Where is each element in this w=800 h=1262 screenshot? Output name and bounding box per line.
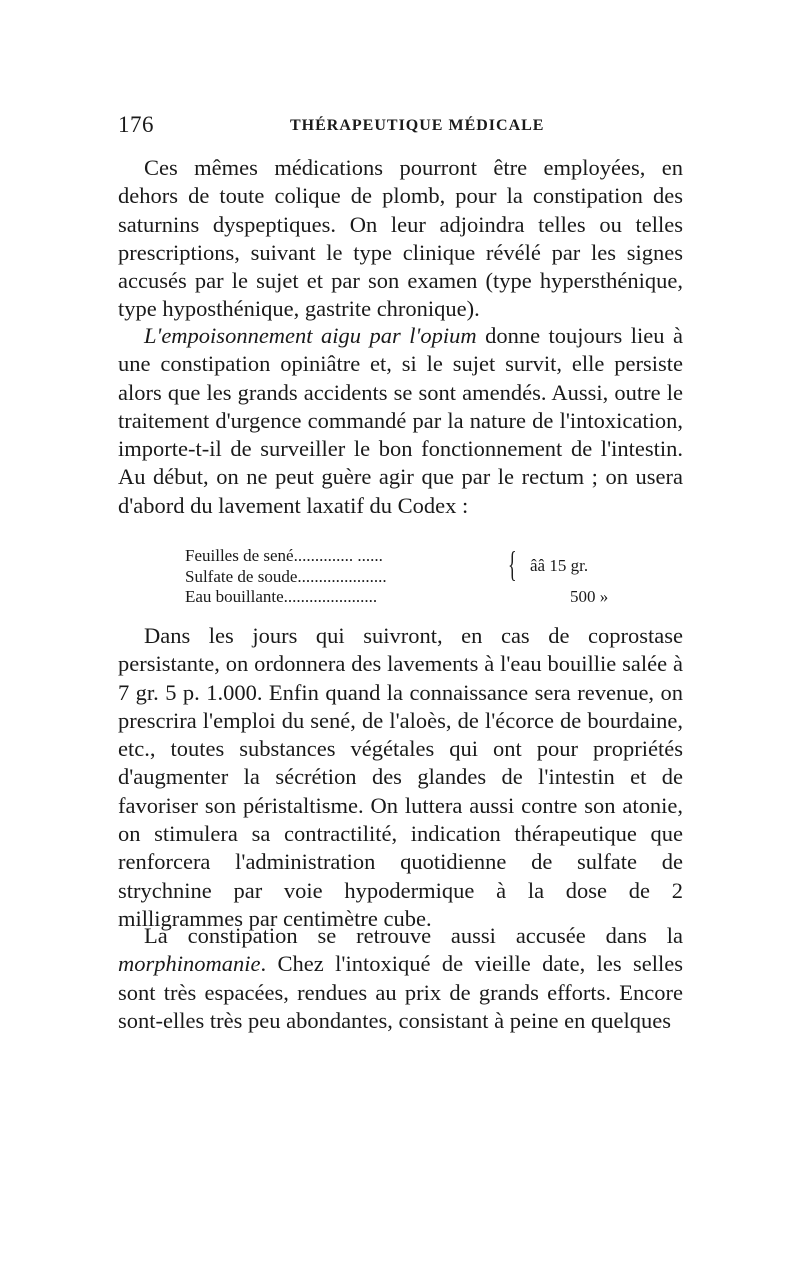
recipe-quantity: 500 » (570, 587, 609, 606)
page-number: 176 (118, 112, 154, 137)
paragraph-text: . Chez l'intoxiqué de vieille date, les selles sont très espacées, rendues au prix de grands efforts. Encore sont-elles très peu abondantes, consistant à peine en quelques (118, 951, 683, 1033)
running-head: THÉRAPEUTIQUE MÉDICALE (290, 117, 545, 134)
brace-glyph: { (508, 544, 517, 584)
recipe-ingredient: Eau bouillante...................... (185, 587, 378, 606)
paragraph-morphinomanie (118, 922, 683, 1035)
paragraph-text: La constipation se retrouve aussi accusée dans la (144, 923, 683, 948)
paragraph-text: donne toujours lieu à une constipation opiniâtre et, si le sujet survit, elle persiste alors que les grands accidents se sont amendés. Aussi, outre le traitement d'urgence commandé par la nature de l'intoxication, importe-t-il de surveiller le bon fonctionnement de l'intestin. Au début, on ne peut guère agir que par le rectum ; on usera d'abord du lavement laxatif du Codex : (118, 323, 683, 518)
italic-term-opium: L'empoisonnement aigu par l'opium (144, 323, 477, 348)
recipe-ingredient: Feuilles de sené.............. ...... (185, 546, 383, 565)
recipe-shared-quantity: ââ 15 gr. (530, 556, 589, 575)
lavement-recipe (185, 546, 655, 608)
paragraph-text: Ces mêmes médications pourront être employées, en dehors de toute colique de plomb, pour la constipation des saturnins dyspeptiques. On leur adjoindra telles ou telles prescriptions, suivant le type clinique révélé par les signes accusés par le sujet et par son examen (type hypersthénique, type hyposthénique, gastrite chronique). (118, 155, 683, 322)
paragraph-opium (118, 322, 683, 520)
paragraph-text: Dans les jours qui suivront, en cas de coprostase persistante, on ordonnera des lavements à l'eau bouillie salée à 7 gr. 5 p. 1.000. Enfin quand la connaissance sera revenue, on prescrira l'emploi du sené, de l'aloès, de l'écorce de bourdaine, etc., toutes substances végétales qui ont pour propriétés d'augmenter la sécrétion des glandes de l'intestin et de favoriser son péristaltisme. On luttera aussi contre son atonie, on stimulera sa contractilité, indication thérapeutique que renforcera l'administration quotidienne de sulfate de strychnine par voie hypodermique à la dose de 2 milligrammes par centimètre cube. (118, 623, 683, 931)
recipe-ingredient: Sulfate de soude..................... (185, 566, 387, 586)
recipe-brace-group (508, 546, 658, 587)
italic-term-morphinomanie: morphinomanie (118, 951, 261, 977)
paragraph-coprostase (118, 622, 683, 933)
recipe-row (185, 587, 655, 608)
paragraph-saturnins (118, 154, 683, 324)
page-header (118, 112, 683, 142)
